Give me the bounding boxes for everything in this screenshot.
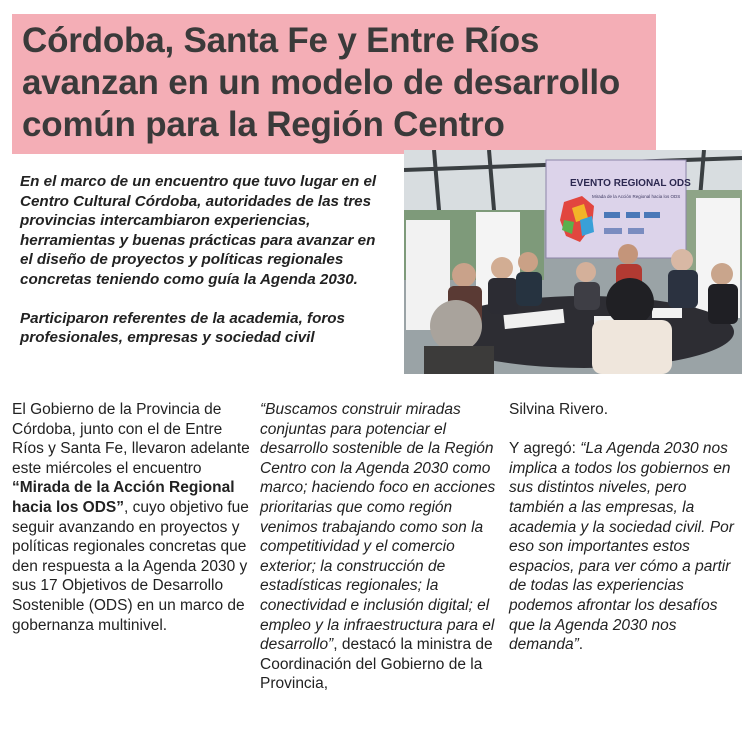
lede-paragraph-1: En el marco de un encuentro que tuvo lugar en el Centro Cultural Córdoba, autoridades de las tres provincias intercambiaron experiencias, herramientas y buenas prácticas para avanzar en el diseño de proyectos y políticas regionales concretas teniendo como guía la Agenda 2030. [20,173,377,288]
event-photo-illustration [404,150,742,374]
headline: Córdoba, Santa Fe y Entre Ríos avanzan en un modelo de desarrollo común para la Región Centro [22,21,621,144]
article-column-2 [260,400,500,694]
quote-rivero-2: “La Agenda 2030 nos implica a todos los gobiernos en sus distintos niveles, pero también a las empresas, la academia y la sociedad civil. Por eso son importantes estos espacios, para ver cómo a partir de todas las experiencias podemos afrontar los desafíos que la Agenda 2030 nos demanda” [509,440,734,654]
column-3-paragraph-2 [509,439,744,655]
screen-subtitle: Mirada de la Acción Regional hacia los ODS [592,194,681,199]
column-2-paragraph [260,400,500,694]
column-3-end: . [578,636,584,654]
article-column-3 [509,400,744,655]
lede [20,172,392,367]
column-2-tail: , destacó la ministra de Coordinación del Gobierno de la Provincia, [260,636,493,693]
screen-title: EVENTO REGIONAL ODS [570,178,691,189]
headline-banner [12,14,656,154]
event-photo [404,150,742,374]
quote-rivero-1: “Buscamos construir miradas conjuntas para potenciar el desarrollo sostenible de la Región Centro con la Agenda 2030 como marco; haciendo foco en acciones prioritarias que como región venimos trabajando como son la competitividad y el comercio exterior; la construcción de estadísticas regionales; la conectividad e inclusión digital; el empleo y la infraestructura para el desarrollo” [260,401,496,654]
lede-paragraph-2: Participaron referentes de la academia, foros profesionales, empresas y sociedad civil [20,309,345,347]
column-1-text-b: , cuyo objetivo fue seguir avanzando en proyectos y políticas regionales concretas que den respuesta a la Agenda 2030 y sus 17 Objetivos de Desarrollo Sostenible (ODS) en un marco de gobernanza multinivel. [12,498,249,634]
event-name: “Mirada de la Acción Regional hacia los ODS” [12,479,235,516]
article-column-1 [12,400,252,635]
column-1-text-a: El Gobierno de la Provincia de Córdoba, junto con el de Entre Ríos y Santa Fe, llevaron adelante este miércoles el encuentro [12,401,250,477]
column-1-paragraph [12,400,252,635]
column-3-intro: Y agregó: [509,440,581,458]
column-3-paragraph-1: Silvina Rivero. [509,401,609,418]
